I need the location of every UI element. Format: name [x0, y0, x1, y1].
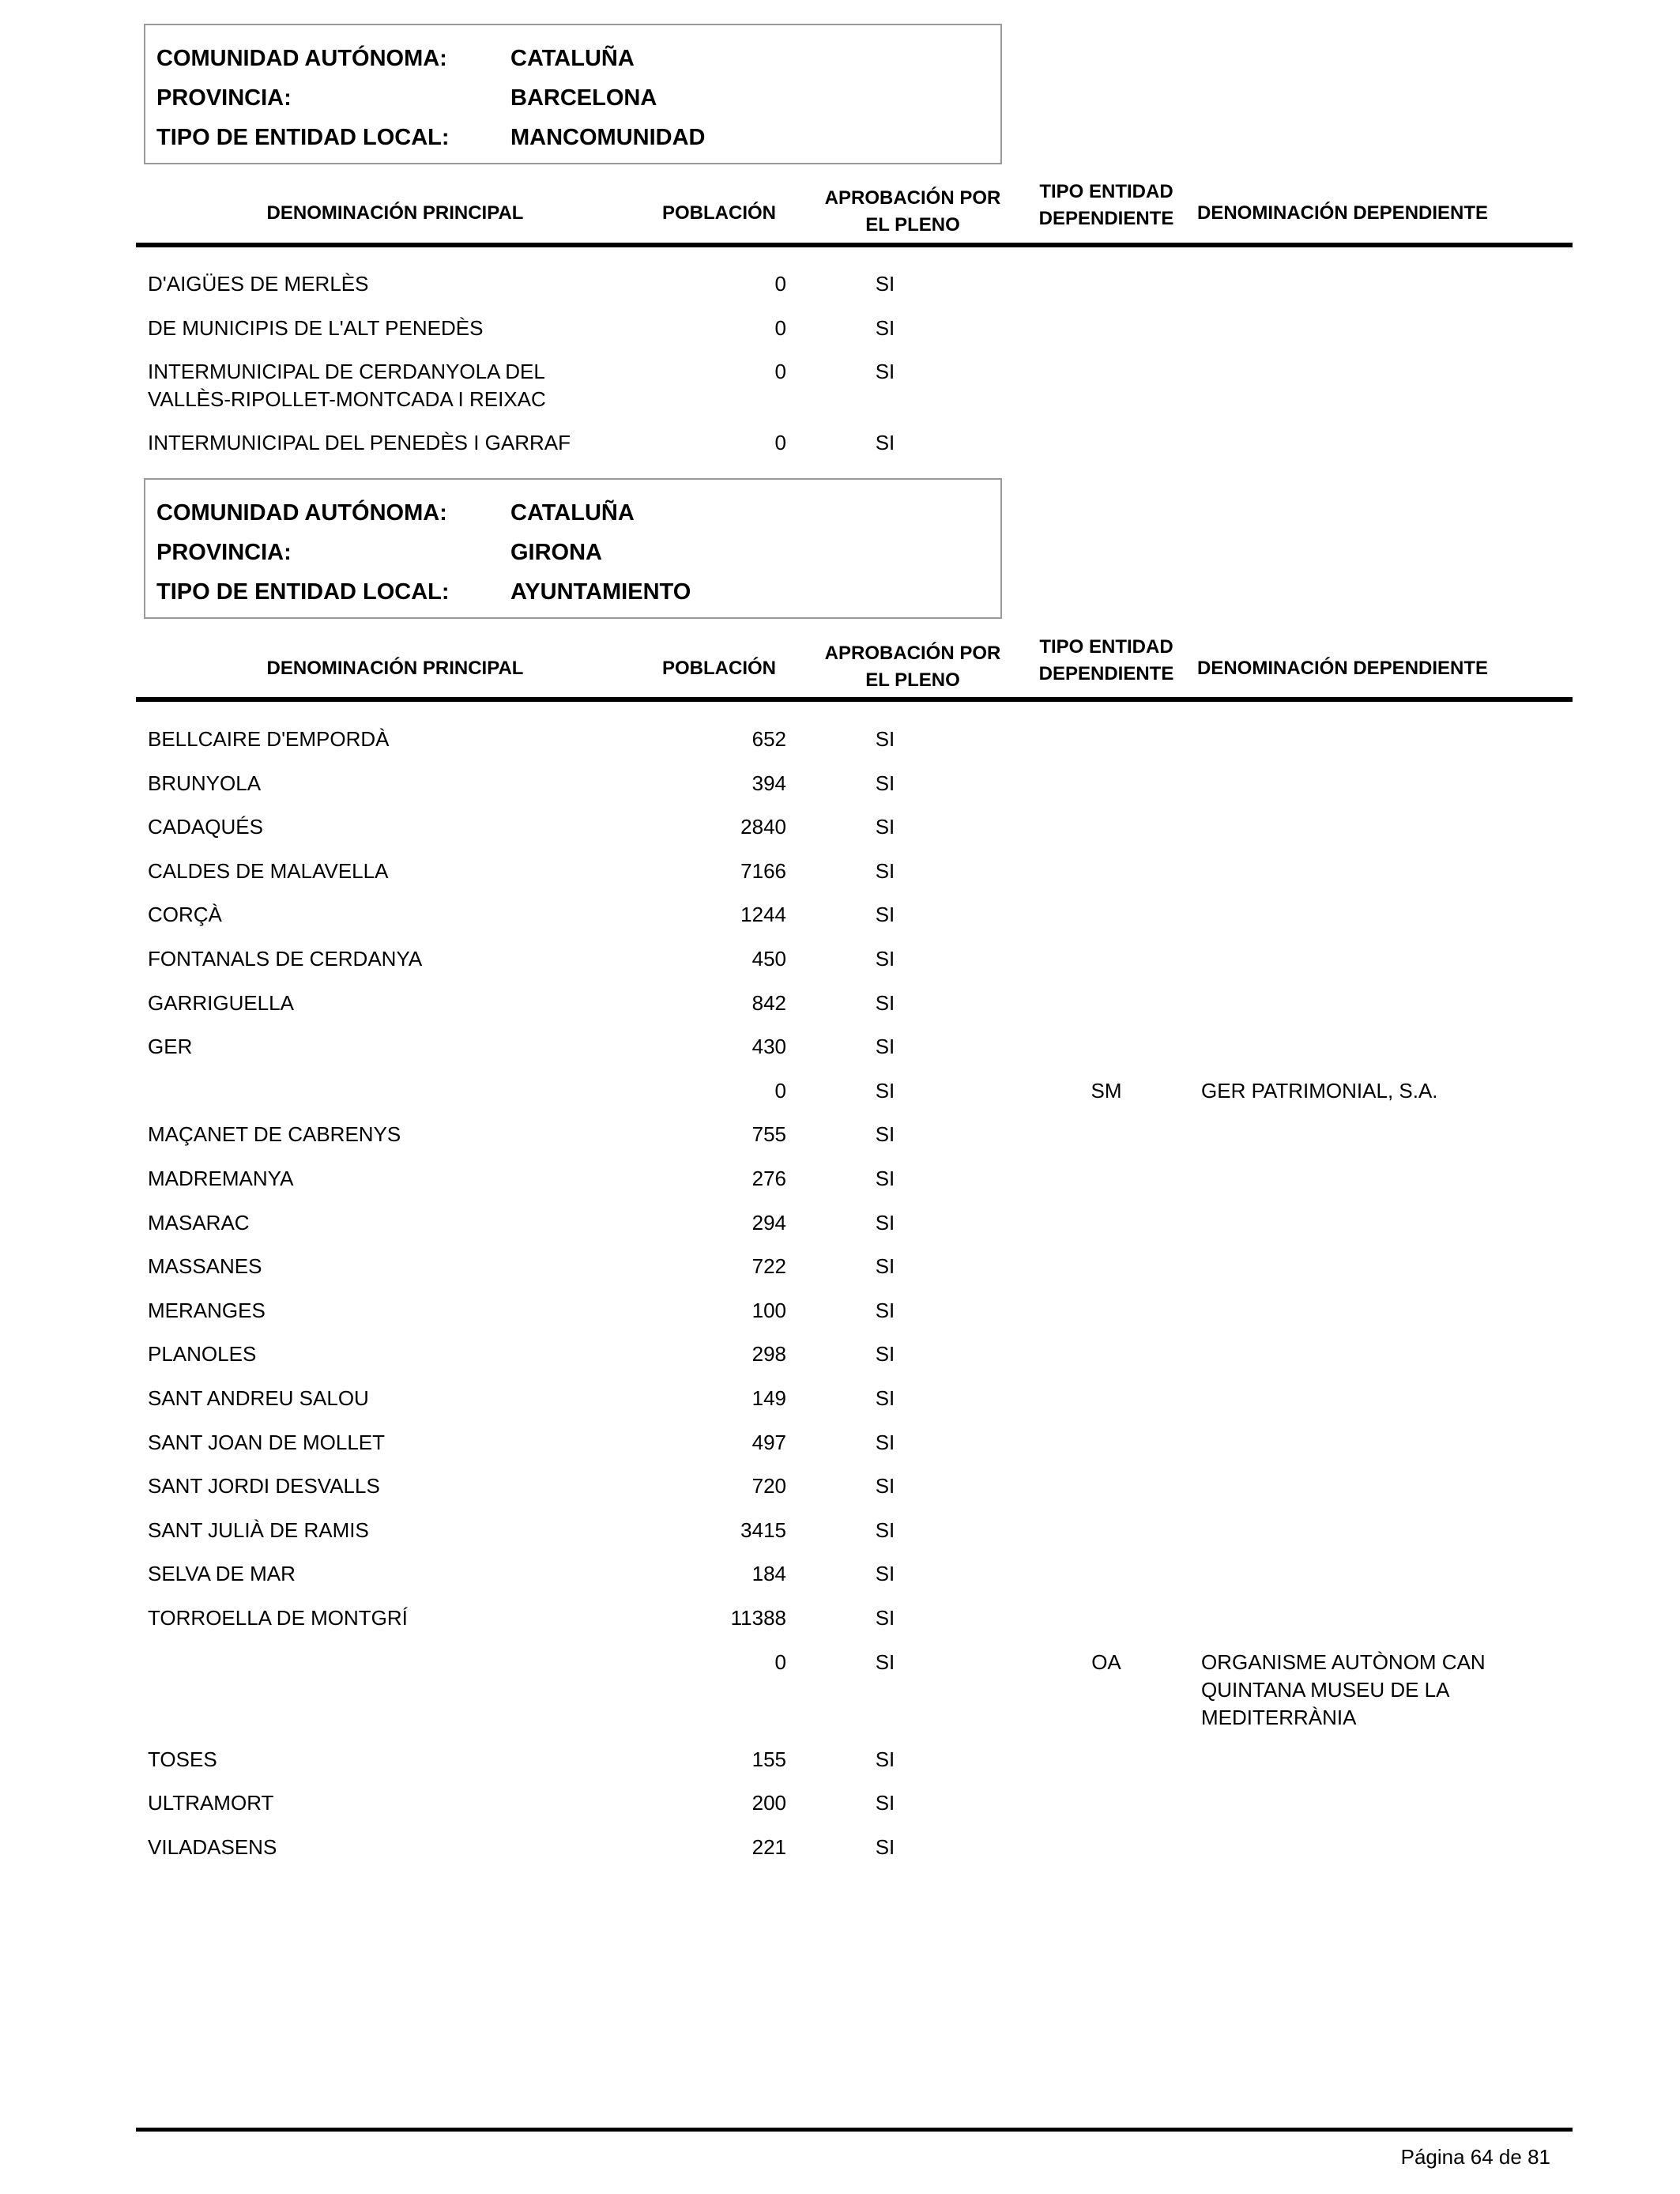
cell-population: 0 — [774, 272, 786, 296]
cell-population: 450 — [751, 947, 786, 971]
cell-name: GARRIGUELLA — [148, 991, 294, 1015]
cell-approval: SI — [875, 272, 895, 296]
cell-approval: SI — [875, 1518, 895, 1542]
cell-population: 294 — [751, 1211, 786, 1235]
cell-name: DE MUNICIPIS DE L'ALT PENEDÈS — [148, 316, 484, 340]
cell-population: 3415 — [740, 1518, 786, 1542]
cell-approval: SI — [875, 360, 895, 383]
cell-population: 0 — [774, 1079, 786, 1103]
cell-population: 0 — [774, 316, 786, 340]
entity-type-value: AYUNTAMIENTO — [510, 579, 691, 605]
cell-population: 430 — [751, 1035, 786, 1058]
cell-name: SANT JULIÀ DE RAMIS — [148, 1518, 369, 1542]
header-dependent: DENOMINACIÓN DEPENDIENTE — [1197, 202, 1489, 224]
community-label: COMUNIDAD AUTÓNOMA: — [156, 46, 447, 71]
cell-name: D'AIGÜES DE MERLÈS — [148, 272, 369, 296]
cell-population: 497 — [751, 1431, 786, 1454]
cell-name: CADAQUÉS — [148, 815, 263, 839]
cell-dependent-type: OA — [1091, 1650, 1121, 1674]
province-label: PROVINCIA: — [156, 540, 292, 565]
cell-approval: SI — [875, 1254, 895, 1278]
cell-approval: SI — [875, 903, 895, 926]
cell-name: MASARAC — [148, 1211, 250, 1235]
cell-name: MERANGES — [148, 1299, 266, 1322]
cell-approval: SI — [875, 1386, 895, 1410]
cell-approval: SI — [875, 1211, 895, 1235]
cell-approval: SI — [875, 1835, 895, 1859]
cell-name: INTERMUNICIPAL DE CERDANYOLA DEL VALLÈS-RIPOLLET-MONTCADA I REIXAC — [148, 360, 546, 411]
cell-approval: SI — [875, 1035, 895, 1058]
cell-name: TORROELLA DE MONTGRÍ — [148, 1606, 408, 1630]
header-type-l1: TIPO ENTIDAD — [1039, 636, 1173, 658]
cell-name: VILADASENS — [148, 1835, 277, 1859]
cell-population: 2840 — [740, 815, 786, 839]
cell-approval: SI — [875, 316, 895, 340]
cell-name: FONTANALS DE CERDANYA — [148, 947, 423, 971]
cell-name: MAÇANET DE CABRENYS — [148, 1122, 401, 1146]
header-rule — [136, 697, 1573, 702]
cell-name: CORÇÀ — [148, 903, 222, 926]
cell-name: SANT JOAN DE MOLLET — [148, 1431, 386, 1454]
cell-approval: SI — [875, 859, 895, 883]
cell-population: 652 — [751, 727, 786, 751]
cell-approval: SI — [875, 1606, 895, 1630]
region-info-box — [144, 478, 1002, 619]
header-population: POBLACIÓN — [662, 202, 776, 224]
cell-population: 100 — [751, 1299, 786, 1322]
entity-type-label: TIPO DE ENTIDAD LOCAL: — [156, 579, 450, 605]
entity-type-value: MANCOMUNIDAD — [510, 125, 706, 150]
cell-name: GER — [148, 1035, 193, 1058]
cell-population: 722 — [751, 1254, 786, 1278]
province-value: BARCELONA — [510, 85, 657, 111]
community-value: CATALUÑA — [510, 500, 635, 526]
cell-name: TOSES — [148, 1747, 217, 1771]
cell-approval: SI — [875, 1562, 895, 1585]
cell-approval: SI — [875, 1431, 895, 1454]
cell-approval: SI — [875, 1747, 895, 1771]
header-name: DENOMINACIÓN PRINCIPAL — [266, 658, 524, 679]
cell-approval: SI — [875, 1342, 895, 1366]
cell-name: SELVA DE MAR — [148, 1562, 296, 1585]
cell-dependent-name: GER PATRIMONIAL, S.A. — [1201, 1079, 1438, 1103]
cell-approval: SI — [875, 1079, 895, 1103]
cell-approval: SI — [875, 727, 895, 751]
community-label: COMUNIDAD AUTÓNOMA: — [156, 500, 447, 526]
cell-population: 184 — [751, 1562, 786, 1585]
cell-dependent-name: ORGANISME AUTÒNOM CAN QUINTANA MUSEU DE LA MEDITERRÀNIA — [1201, 1650, 1486, 1729]
cell-approval: SI — [875, 1791, 895, 1815]
header-rule — [136, 243, 1573, 247]
cell-name: PLANOLES — [148, 1342, 257, 1366]
cell-population: 149 — [751, 1386, 786, 1410]
header-approval-l1: APROBACIÓN POR — [824, 643, 1001, 664]
cell-name: BELLCAIRE D'EMPORDÀ — [148, 727, 390, 751]
cell-population: 1244 — [740, 903, 786, 926]
header-name: DENOMINACIÓN PRINCIPAL — [266, 202, 524, 224]
cell-population: 0 — [774, 431, 786, 454]
cell-population: 11388 — [730, 1606, 786, 1630]
footer-rule — [136, 2128, 1573, 2132]
cell-approval: SI — [875, 431, 895, 454]
cell-name: INTERMUNICIPAL DEL PENEDÈS I GARRAF — [148, 431, 571, 454]
header-approval-l2: EL PLENO — [865, 669, 960, 691]
cell-population: 394 — [751, 771, 786, 795]
header-approval-l2: EL PLENO — [865, 214, 960, 236]
cell-population: 298 — [751, 1342, 786, 1366]
cell-population: 200 — [751, 1791, 786, 1815]
cell-approval: SI — [875, 815, 895, 839]
cell-name: MADREMANYA — [148, 1167, 294, 1190]
cell-name: SANT JORDI DESVALLS — [148, 1474, 380, 1498]
cell-dependent-type: SM — [1090, 1079, 1122, 1103]
cell-approval: SI — [875, 1167, 895, 1190]
entity-type-label: TIPO DE ENTIDAD LOCAL: — [156, 125, 450, 150]
province-value: GIRONA — [510, 540, 602, 565]
header-type-l2: DEPENDIENTE — [1038, 663, 1174, 684]
cell-name: SANT ANDREU SALOU — [148, 1386, 369, 1410]
cell-approval: SI — [875, 771, 895, 795]
cell-population: 155 — [751, 1747, 786, 1771]
cell-population: 0 — [774, 360, 786, 383]
cell-approval: SI — [875, 1122, 895, 1146]
cell-population: 7166 — [740, 859, 786, 883]
community-value: CATALUÑA — [510, 46, 635, 71]
cell-approval: SI — [875, 1650, 895, 1674]
header-population: POBLACIÓN — [662, 658, 776, 679]
cell-approval: SI — [875, 991, 895, 1015]
cell-name: CALDES DE MALAVELLA — [148, 859, 389, 883]
cell-population: 0 — [774, 1650, 786, 1674]
region-info-box — [144, 24, 1002, 164]
cell-name: BRUNYOLA — [148, 771, 262, 795]
header-type-l1: TIPO ENTIDAD — [1039, 181, 1173, 202]
header-dependent: DENOMINACIÓN DEPENDIENTE — [1197, 658, 1489, 679]
header-approval-l1: APROBACIÓN POR — [824, 187, 1001, 209]
province-label: PROVINCIA: — [156, 85, 292, 111]
cell-population: 755 — [751, 1122, 786, 1146]
page-number: Página 64 de 81 — [1400, 2145, 1550, 2169]
cell-population: 221 — [751, 1835, 786, 1859]
cell-population: 720 — [751, 1474, 786, 1498]
cell-approval: SI — [875, 1299, 895, 1322]
cell-approval: SI — [875, 947, 895, 971]
cell-name: MASSANES — [148, 1254, 262, 1278]
cell-population: 276 — [751, 1167, 786, 1190]
cell-name: ULTRAMORT — [148, 1791, 274, 1815]
cell-population: 842 — [751, 991, 786, 1015]
header-type-l2: DEPENDIENTE — [1038, 208, 1174, 229]
cell-approval: SI — [875, 1474, 895, 1498]
